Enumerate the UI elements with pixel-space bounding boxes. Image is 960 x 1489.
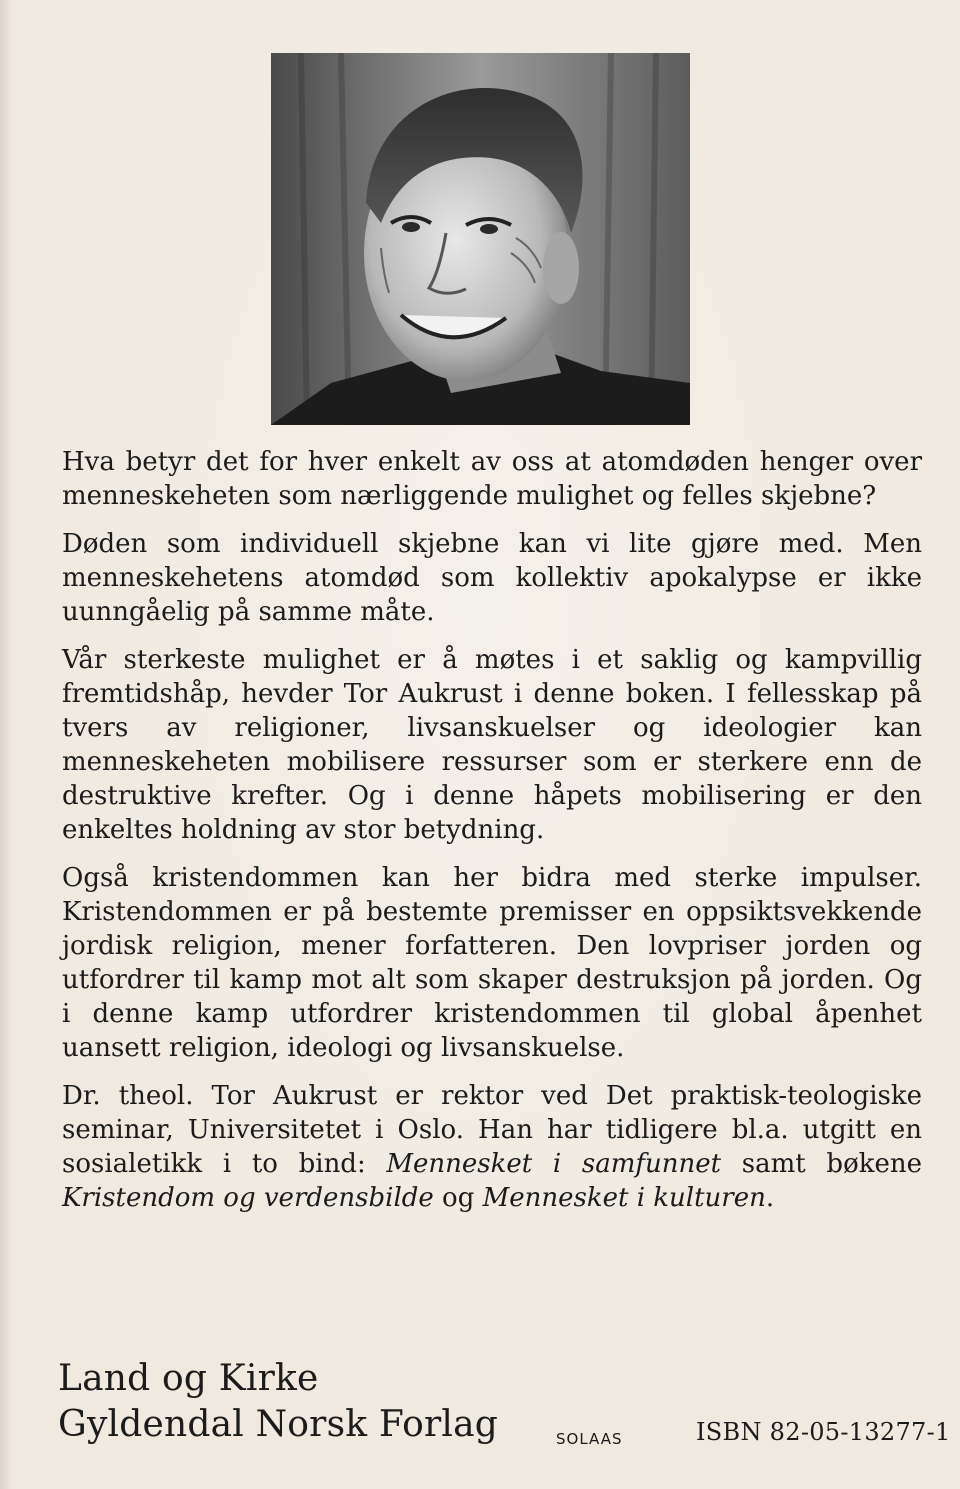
book-title-2: Kristendom og verdensbilde bbox=[62, 1183, 434, 1213]
bio-end: . bbox=[765, 1183, 775, 1213]
paragraph-1: Hva betyr det for hver enkelt av oss at atomdøden henger over menneskeheten som nærliggende mulighet og felles skjebne? bbox=[62, 447, 922, 511]
book-title-1: Mennesket i samfunnet bbox=[386, 1149, 722, 1179]
printer-name: SOLAAS bbox=[556, 1430, 623, 1448]
description-text bbox=[62, 445, 922, 1229]
publisher-block bbox=[58, 1356, 498, 1448]
author-photo bbox=[271, 53, 690, 425]
bio-intro: Dr. theol. Tor Aukrust er rektor ved Det praktisk-teologiske seminar, Universitetet i Oslo. Han har tidligere bl.a. utgitt en sosialetikk i to bind: bbox=[62, 1081, 922, 1179]
bio-and: og bbox=[433, 1183, 483, 1213]
author-bio bbox=[62, 1079, 922, 1215]
paragraph-4: Også kristendommen kan her bidra med sterke impulser. Kristendommen er på bestemte premisser en oppsiktsvekkende jordisk religion, mener forfatteren. Den lovpriser jorden og utfordrer til kamp mot alt som skaper destruksjon på jorden. Og i denne kamp utfordrer kristendommen til global åpenhet uansett religion, ideologi og livsanskuelse. bbox=[62, 863, 922, 1063]
book-title-3: Mennesket i kulturen bbox=[482, 1183, 766, 1213]
isbn-number: ISBN 82-05-13277-1 bbox=[696, 1418, 951, 1446]
bio-mid: samt bøkene bbox=[721, 1149, 922, 1179]
publisher-line-1: Land og Kirke bbox=[58, 1358, 319, 1399]
publisher-line-2: Gyldendal Norsk Forlag bbox=[58, 1404, 499, 1445]
spine-edge bbox=[0, 0, 14, 1489]
paragraph-3: Vår sterkeste mulighet er å møtes i et saklig og kampvillig fremtidshåp, hevder Tor Aukrust i denne boken. I fellesskap på tvers av religioner, livsanskuelser og ideologier kan menneskeheten mobilisere ressurser som er sterkere enn de destruktive krefter. Og i denne håpets mobilisering er den enkeltes holdning av stor betydning. bbox=[62, 645, 922, 845]
paragraph-2: Døden som individuell skjebne kan vi lite gjøre med. Men menneskehetens atomdød som kollektiv apokalypse er ikke uunngåelig på samme måte. bbox=[62, 529, 922, 627]
